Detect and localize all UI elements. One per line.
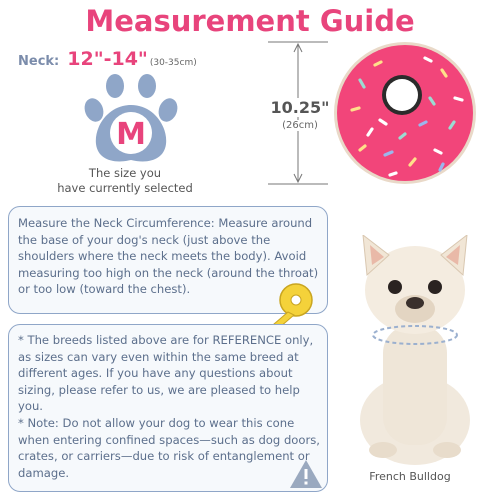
page-title: Measurement Guide — [85, 4, 415, 38]
measurement-value: 10.25" — [260, 98, 340, 117]
size-caption-line1: The size you — [88, 166, 162, 180]
neck-size-cm: (30-35cm) — [149, 58, 197, 68]
neck-label: Neck: — [18, 54, 60, 69]
note-box — [8, 324, 328, 492]
size-caption-line2: have currently selected — [57, 181, 193, 195]
french-bulldog-image — [345, 235, 485, 467]
donut-cone-image — [330, 40, 480, 190]
warning-icon — [288, 458, 324, 490]
note-text: * The breeds listed above are for REFERENCE only, as sizes can vary even within the same breed at different ages. If you have any questions about sizing, please refer to us, we are pleased to help you. * Note: Do not allow your dog to wear this cone when entering confined spaces—such as dog doors, crates, or carriers—due to risk of entanglement or damage. — [18, 333, 320, 480]
size-caption — [40, 166, 210, 196]
neck-size-row — [18, 48, 197, 70]
neck-size-value: 12"-14" — [67, 48, 148, 70]
measuring-tape-icon — [268, 280, 328, 328]
paw-icon — [76, 72, 186, 167]
measurement-cm: (26cm) — [260, 120, 340, 131]
size-badge-letter: M — [116, 117, 146, 152]
dog-breed-label: French Bulldog — [369, 470, 451, 483]
instructions-text: Measure the Neck Circumference: Measure around the base of your dog's neck (just above the shoulders where the neck meets the body). Avoid measuring too high on the neck (around the throat) or too low (toward the chest). — [18, 216, 319, 297]
